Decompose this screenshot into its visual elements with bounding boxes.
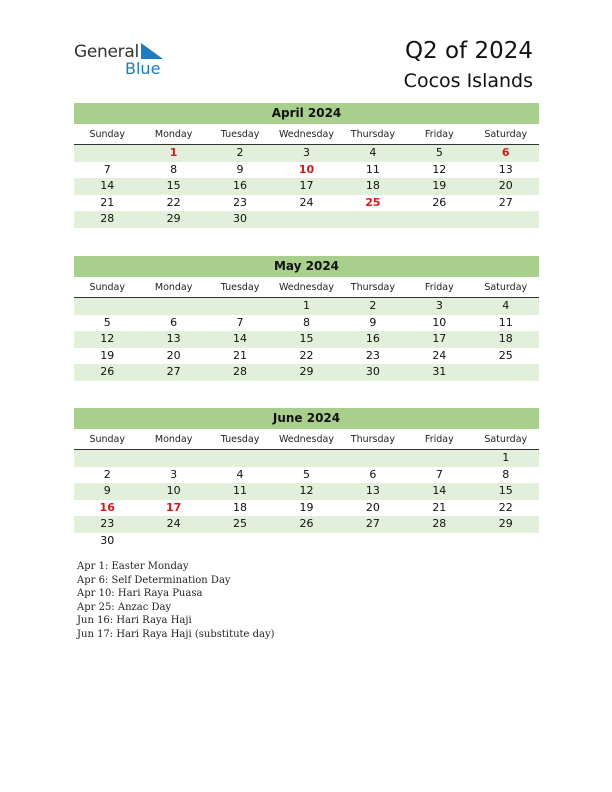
day-cell: 15 xyxy=(299,332,314,345)
day-cell: 30 xyxy=(100,533,115,547)
holiday-note: Jun 16: Hari Raya Haji xyxy=(77,615,192,626)
day-cell: 1 xyxy=(169,146,178,159)
day-cell: 16 xyxy=(99,500,115,514)
day-cell: 22 xyxy=(498,500,513,514)
month-title: April 2024 xyxy=(74,103,539,124)
day-cell xyxy=(74,450,140,467)
day-cell: 24 xyxy=(166,517,181,530)
month-title: May 2024 xyxy=(74,256,539,277)
day-cell: 30 xyxy=(365,365,380,378)
week-row xyxy=(74,450,539,467)
day-cell xyxy=(473,533,539,550)
month-may xyxy=(74,256,539,381)
week-row xyxy=(74,178,539,195)
day-cell: 4 xyxy=(369,146,377,159)
week-row xyxy=(74,195,539,212)
day-cell: 20 xyxy=(498,179,513,192)
day-cell: 10 xyxy=(166,484,181,497)
week-row xyxy=(74,145,539,162)
day-cell: 27 xyxy=(166,365,181,378)
day-cell xyxy=(340,211,406,228)
week-row xyxy=(74,483,539,500)
day-cell xyxy=(74,298,140,315)
weekday-label: Tuesday xyxy=(220,282,260,293)
day-cell xyxy=(273,533,339,550)
day-cell: 28 xyxy=(100,212,115,225)
weekday-label: Saturday xyxy=(484,434,528,445)
day-cell: 7 xyxy=(236,315,244,329)
day-cell: 15 xyxy=(166,179,181,192)
day-cell: 8 xyxy=(302,315,310,329)
weekday-label: Friday xyxy=(424,282,454,293)
day-cell: 6 xyxy=(170,315,178,329)
day-cell: 8 xyxy=(502,467,510,481)
day-cell: 1 xyxy=(502,451,510,464)
day-cell: 23 xyxy=(233,195,248,209)
weekday-label: Wednesday xyxy=(278,434,334,445)
day-cell: 4 xyxy=(236,467,244,481)
day-cell: 27 xyxy=(365,517,380,530)
day-cell xyxy=(406,533,472,550)
day-cell: 29 xyxy=(166,212,181,225)
day-cell: 21 xyxy=(432,500,447,514)
month-june xyxy=(74,408,539,549)
day-cell: 16 xyxy=(365,332,380,345)
day-cell: 12 xyxy=(100,332,115,345)
day-cell: 30 xyxy=(233,212,248,225)
week-row xyxy=(74,162,539,179)
day-cell: 1 xyxy=(302,299,310,312)
day-cell xyxy=(207,533,273,550)
holiday-note: Apr 10: Hari Raya Puasa xyxy=(77,588,203,599)
week-row xyxy=(74,348,539,365)
week-row xyxy=(74,467,539,484)
day-cell: 5 xyxy=(103,315,111,329)
day-cell: 4 xyxy=(502,299,510,312)
day-cell: 3 xyxy=(170,467,178,481)
day-cell xyxy=(74,145,140,162)
weekday-header-row xyxy=(74,433,539,450)
day-cell: 10 xyxy=(432,315,447,329)
day-cell xyxy=(340,533,406,550)
day-cell: 19 xyxy=(299,500,314,514)
weekday-label: Thursday xyxy=(350,434,395,445)
logo-triangle-icon xyxy=(141,43,163,59)
day-cell xyxy=(473,211,539,228)
day-cell xyxy=(207,298,273,315)
day-cell: 28 xyxy=(233,365,248,378)
weekday-label: Wednesday xyxy=(278,129,334,140)
day-cell: 12 xyxy=(299,484,314,497)
day-cell xyxy=(140,450,206,467)
day-cell: 25 xyxy=(365,195,381,209)
day-cell: 28 xyxy=(432,517,447,530)
day-cell: 14 xyxy=(100,179,115,192)
day-cell: 17 xyxy=(299,179,314,192)
day-cell: 8 xyxy=(170,162,178,176)
day-cell: 13 xyxy=(166,332,181,345)
weekday-label: Tuesday xyxy=(220,434,260,445)
weekday-label: Thursday xyxy=(350,282,395,293)
week-row xyxy=(74,500,539,517)
holiday-note: Apr 6: Self Determination Day xyxy=(77,574,231,586)
day-cell xyxy=(340,450,406,467)
week-row xyxy=(74,533,539,550)
weekday-label: Wednesday xyxy=(278,282,334,293)
weekday-label: Monday xyxy=(154,282,193,293)
day-cell: 10 xyxy=(298,162,315,176)
day-cell: 25 xyxy=(233,517,248,530)
day-cell: 26 xyxy=(299,517,314,530)
day-cell: 17 xyxy=(165,500,182,514)
week-row xyxy=(74,211,539,228)
day-cell: 29 xyxy=(498,517,513,530)
day-cell: 7 xyxy=(103,162,111,176)
weekday-label: Sunday xyxy=(89,129,125,140)
logo-text-blue: Blue xyxy=(125,59,161,78)
week-row xyxy=(74,331,539,348)
day-cell: 24 xyxy=(299,195,314,209)
day-cell: 31 xyxy=(432,365,447,378)
weekday-label: Monday xyxy=(154,434,193,445)
day-cell xyxy=(140,298,206,315)
week-row xyxy=(74,315,539,332)
holiday-notes xyxy=(77,560,275,641)
day-cell xyxy=(273,211,339,228)
day-cell: 6 xyxy=(501,146,510,159)
day-cell: 23 xyxy=(100,517,115,530)
day-cell xyxy=(273,450,339,467)
day-cell: 22 xyxy=(299,348,314,362)
weekday-label: Sunday xyxy=(89,282,125,293)
day-cell: 13 xyxy=(498,162,513,176)
day-cell: 22 xyxy=(166,195,181,209)
day-cell: 26 xyxy=(100,365,115,378)
day-cell: 14 xyxy=(233,332,248,345)
day-cell: 9 xyxy=(369,315,377,329)
day-cell: 19 xyxy=(100,348,115,362)
week-row xyxy=(74,516,539,533)
month-title: June 2024 xyxy=(74,408,539,429)
week-row xyxy=(74,364,539,381)
weekday-label: Tuesday xyxy=(220,129,260,140)
weekday-label: Saturday xyxy=(484,282,528,293)
day-cell: 17 xyxy=(432,332,447,345)
day-cell: 21 xyxy=(100,195,115,209)
week-row xyxy=(74,298,539,315)
weekday-label: Sunday xyxy=(89,434,125,445)
day-cell: 12 xyxy=(432,162,447,176)
weekday-label: Friday xyxy=(424,434,454,445)
weekday-label: Thursday xyxy=(350,129,395,140)
day-cell: 25 xyxy=(498,348,513,362)
holiday-note: Apr 1: Easter Monday xyxy=(77,561,189,572)
weekday-label: Monday xyxy=(154,129,193,140)
day-cell: 20 xyxy=(365,500,380,514)
day-cell: 23 xyxy=(365,348,380,362)
day-cell: 9 xyxy=(103,484,111,497)
day-cell: 7 xyxy=(435,467,443,481)
day-cell: 5 xyxy=(435,146,443,159)
day-cell: 9 xyxy=(236,162,244,176)
general-blue-logo xyxy=(74,42,174,78)
day-cell: 5 xyxy=(302,467,310,481)
day-cell xyxy=(406,211,472,228)
holiday-note: Apr 25: Anzac Day xyxy=(77,601,172,613)
page-title: Q2 of 2024 xyxy=(404,38,533,64)
day-cell: 18 xyxy=(365,179,380,192)
day-cell: 2 xyxy=(236,146,244,159)
weekday-header-row xyxy=(74,281,539,298)
day-cell: 3 xyxy=(435,299,443,312)
day-cell: 21 xyxy=(233,348,248,362)
day-cell: 3 xyxy=(302,146,310,159)
day-cell xyxy=(406,450,472,467)
day-cell: 18 xyxy=(498,332,513,345)
weekday-label: Friday xyxy=(424,129,454,140)
day-cell: 19 xyxy=(432,179,447,192)
day-cell: 29 xyxy=(299,365,314,378)
day-cell: 26 xyxy=(432,195,447,209)
weekday-header-row xyxy=(74,128,539,145)
holiday-note: Jun 17: Hari Raya Haji (substitute day) xyxy=(77,628,275,640)
day-cell: 14 xyxy=(432,484,447,497)
day-cell: 18 xyxy=(233,500,248,514)
day-cell: 20 xyxy=(166,348,181,362)
day-cell: 2 xyxy=(369,299,377,312)
day-cell: 11 xyxy=(498,315,513,329)
month-april xyxy=(74,103,539,228)
day-cell: 13 xyxy=(365,484,380,497)
day-cell: 27 xyxy=(498,195,513,209)
day-cell: 16 xyxy=(233,179,248,192)
page-subtitle: Cocos Islands xyxy=(403,70,533,92)
day-cell: 6 xyxy=(369,467,377,481)
day-cell: 2 xyxy=(103,467,111,481)
day-cell: 11 xyxy=(365,162,380,176)
day-cell xyxy=(473,364,539,381)
day-cell xyxy=(140,533,206,550)
day-cell: 11 xyxy=(233,484,248,497)
day-cell: 24 xyxy=(432,348,447,362)
weekday-label: Saturday xyxy=(484,129,528,140)
logo-text-general: General xyxy=(74,42,139,62)
day-cell: 15 xyxy=(498,484,513,497)
day-cell xyxy=(207,450,273,467)
